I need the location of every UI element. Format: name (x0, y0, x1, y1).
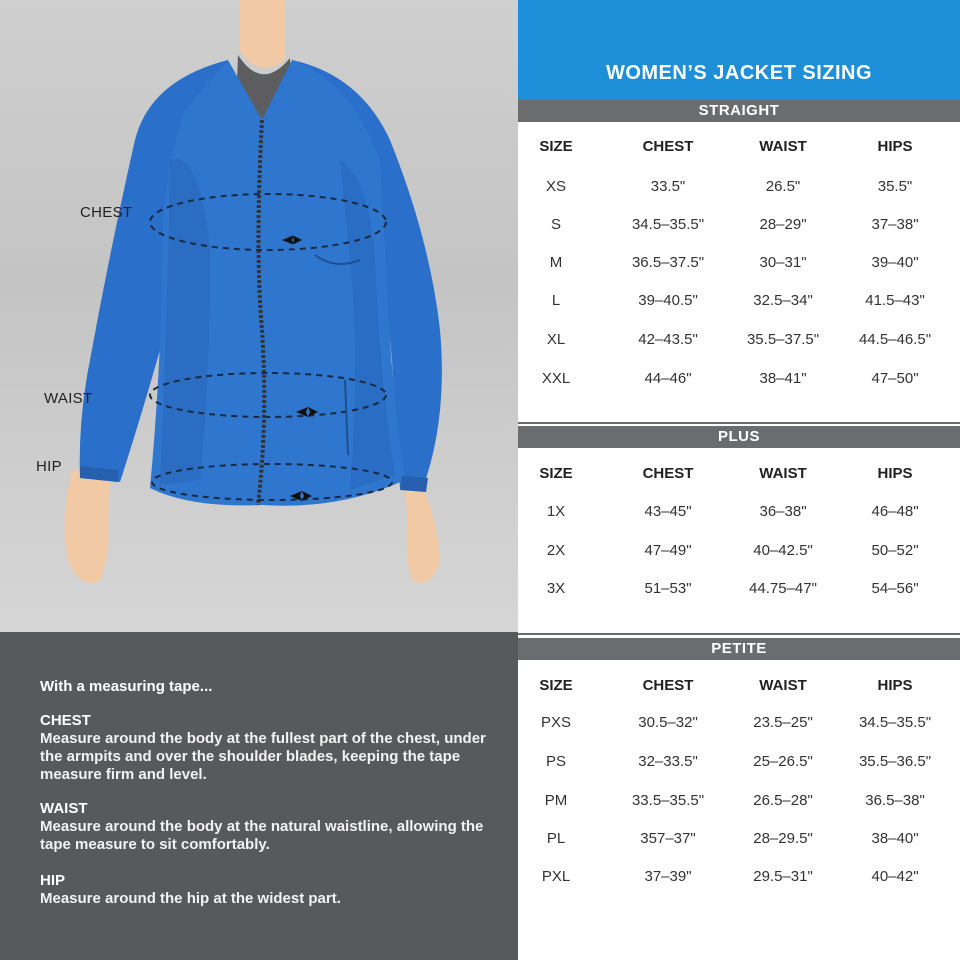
table-row (518, 714, 960, 738)
cell-hips: 54–56" (871, 580, 919, 597)
cell-size: XXL (541, 370, 571, 387)
cell-waist: 35.5–37.5" (746, 331, 820, 348)
cell-waist: 25–26.5" (753, 753, 813, 770)
cell-waist: 44.75–47" (749, 580, 817, 597)
column-header-chest: CHEST (642, 465, 694, 482)
table-row (518, 370, 960, 394)
cell-waist: 26.5–28" (753, 792, 813, 809)
table-header-row (518, 677, 960, 701)
cell-size: PXS (540, 714, 572, 731)
cell-waist: 28–29" (759, 216, 807, 233)
cell-hips: 50–52" (871, 542, 919, 559)
cell-hips: 36.5–38" (865, 792, 925, 809)
table-row (518, 792, 960, 816)
column-header-waist: WAIST (759, 677, 807, 694)
waist-instruction (40, 800, 500, 854)
cell-waist: 26.5" (765, 178, 801, 195)
cell-waist: 38–41" (759, 370, 807, 387)
size-chart-panel (518, 0, 960, 960)
waist-instruction-title: WAIST (40, 800, 88, 817)
cell-chest: 43–45" (644, 503, 692, 520)
cell-size: 1X (546, 503, 566, 520)
column-header-hips: HIPS (877, 465, 913, 482)
cell-hips: 34.5–35.5" (858, 714, 932, 731)
section-header-plus: PLUS (518, 426, 960, 448)
cell-hips: 47–50" (871, 370, 919, 387)
column-header-chest: CHEST (642, 677, 694, 694)
table-row (518, 216, 960, 240)
column-header-hips: HIPS (877, 138, 913, 155)
cell-size: 2X (546, 542, 566, 559)
cell-chest: 32–33.5" (638, 753, 698, 770)
cell-chest: 39–40.5" (638, 292, 698, 309)
cell-chest: 33.5" (650, 178, 686, 195)
measuring-instructions-panel (0, 632, 518, 960)
cell-size: XS (545, 178, 567, 195)
table-row (518, 868, 960, 892)
column-header-size: SIZE (539, 138, 573, 155)
section-header-petite: PETITE (518, 638, 960, 660)
cell-chest: 36.5–37.5" (631, 254, 705, 271)
cell-hips: 37–38" (871, 216, 919, 233)
table-row (518, 292, 960, 316)
cell-size: M (549, 254, 563, 271)
cell-waist: 40–42.5" (753, 542, 813, 559)
cell-waist: 28–29.5" (753, 830, 813, 847)
cell-chest: 34.5–35.5" (631, 216, 705, 233)
cell-size: 3X (546, 580, 566, 597)
section-header-straight: STRAIGHT (518, 100, 960, 122)
chest-instruction-text: Measure around the body at the fullest part of the chest, under the armpits and over the shoulder blades, keeping the tape measure firm and level. (40, 730, 486, 783)
cell-size: PXL (541, 868, 571, 885)
chest-instruction-title: CHEST (40, 712, 91, 729)
table-row (518, 254, 960, 278)
hip-label: HIP (36, 458, 62, 475)
table-header-row (518, 465, 960, 489)
cell-hips: 41.5–43" (865, 292, 925, 309)
cell-waist: 30–31" (759, 254, 807, 271)
cell-size: S (550, 216, 562, 233)
jacket-figure-illustration (0, 0, 518, 632)
cell-waist: 23.5–25" (753, 714, 813, 731)
cell-hips: 46–48" (871, 503, 919, 520)
cell-chest: 30.5–32" (638, 714, 698, 731)
section-divider (518, 633, 960, 635)
cell-hips: 35.5" (877, 178, 913, 195)
cell-chest: 47–49" (644, 542, 692, 559)
cell-waist: 29.5–31" (753, 868, 813, 885)
waist-label: WAIST (44, 390, 93, 407)
table-row (518, 178, 960, 202)
cell-hips: 39–40" (871, 254, 919, 271)
chest-instruction (40, 712, 500, 784)
instructions-intro: With a measuring tape... (40, 678, 213, 695)
table-row (518, 753, 960, 777)
column-header-hips: HIPS (877, 677, 913, 694)
cell-chest: 357–37" (640, 830, 696, 847)
jacket-illustration-panel (0, 0, 518, 632)
table-row (518, 542, 960, 566)
cell-waist: 32.5–34" (753, 292, 813, 309)
cell-size: PL (546, 830, 566, 847)
cell-size: L (551, 292, 561, 309)
table-row (518, 580, 960, 604)
cell-size: XL (546, 331, 566, 348)
cell-hips: 44.5–46.5" (858, 331, 932, 348)
cell-chest: 51–53" (644, 580, 692, 597)
column-header-size: SIZE (539, 677, 573, 694)
cell-hips: 38–40" (871, 830, 919, 847)
cell-hips: 35.5–36.5" (858, 753, 932, 770)
title-bar (518, 0, 960, 100)
table-header-row (518, 138, 960, 162)
hip-instruction-title: HIP (40, 872, 66, 889)
cell-size: PS (545, 753, 567, 770)
cell-hips: 40–42" (871, 868, 919, 885)
page-title: WOMEN’S JACKET SIZING (605, 62, 873, 84)
section-divider (518, 422, 960, 424)
waist-instruction-text: Measure around the body at the natural waistline, allowing the tape measure to sit comfortably. (40, 818, 484, 853)
table-row (518, 503, 960, 527)
column-header-chest: CHEST (642, 138, 694, 155)
cell-size: PM (544, 792, 568, 809)
hip-instruction-text: Measure around the hip at the widest part. (40, 890, 341, 907)
column-header-size: SIZE (539, 465, 573, 482)
table-row (518, 331, 960, 355)
hip-instruction (40, 872, 500, 908)
table-row (518, 830, 960, 854)
cell-waist: 36–38" (759, 503, 807, 520)
cell-chest: 42–43.5" (638, 331, 698, 348)
column-header-waist: WAIST (759, 465, 807, 482)
cell-chest: 37–39" (644, 868, 692, 885)
cell-chest: 44–46" (644, 370, 692, 387)
chest-label: CHEST (80, 204, 133, 221)
cell-chest: 33.5–35.5" (631, 792, 705, 809)
column-header-waist: WAIST (759, 138, 807, 155)
